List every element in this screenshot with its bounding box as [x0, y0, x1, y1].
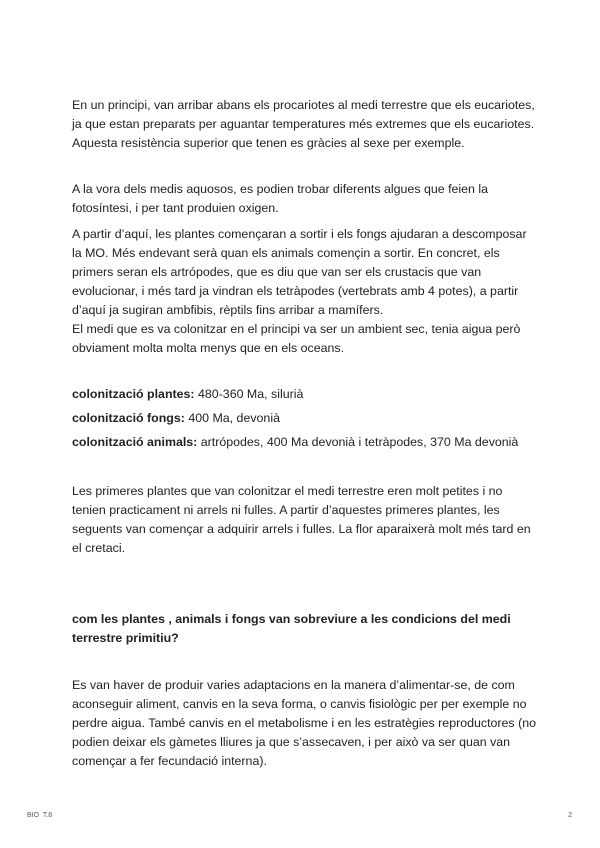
section-heading	[72, 610, 542, 648]
text-line: Les primeres plantes que van colonitzar el medi terrestre eren molt petites i no	[72, 484, 503, 498]
paragraph-algues	[72, 180, 542, 218]
paragraph-adaptacions	[72, 676, 542, 771]
text-line: Es van haver de produir varies adaptacions en la manera d’alimentar-se, de com	[72, 678, 515, 692]
text-line: podien deixar els gàmetes lliures ja que s’assecaven, i per això va ser quan van	[72, 735, 511, 749]
heading-line: com les plantes , animals i fongs van sobreviure a les condicions del medi	[72, 612, 511, 626]
colonization-label: colonització plantes:	[72, 387, 195, 401]
paragraph-plantes-fongs	[72, 225, 542, 320]
colonization-label: colonització animals:	[72, 435, 198, 449]
footer-page-number: 2	[568, 812, 572, 819]
colonization-value: 400 Ma, devonià	[188, 411, 280, 425]
text-line: d’aquí ja sugiran ambfibis, rèptils fins arribar a mamífers.	[72, 303, 384, 317]
text-line: A partir d’aquí, les plantes començaran a sortir i els fongs ajudaran a descomposar	[72, 227, 527, 241]
text-line: aconseguir aliment, canvis en la seva forma, o canvis fisiològic per per exemple no	[72, 697, 527, 711]
colonization-label: colonització fongs:	[72, 411, 185, 425]
colonization-value: artrópodes, 400 Ma devonià i tetràpodes, 370 Ma devonià	[200, 435, 519, 449]
text-line: el cretaci.	[72, 541, 126, 555]
footer-course-label: BIO T.8	[27, 812, 53, 819]
paragraph-medi-sec	[72, 320, 542, 358]
text-line: primers seran els artrópodes, que es diu que van ser els crustacis que van	[72, 265, 482, 279]
text-line: fotosíntesi, i per tant produien oxigen.	[72, 201, 279, 215]
text-line: Aquesta resistència superior que tenen es gràcies al sexe per exemple.	[72, 136, 465, 150]
paragraph-primeres-plantes	[72, 482, 542, 558]
text-line: seguents van començar a adquirir arrels i fulles. La flor aparaixerà molt més tard en	[72, 522, 531, 536]
text-line: En un principi, van arribar abans els procariotes al medi terrestre que els eucariotes,	[72, 98, 535, 112]
text-line: evolucionar, i més tard ja vindran els tetràpodes (vertebrats amb 4 potes), a partir	[72, 284, 519, 298]
text-line: la MO. Més endevant serà quan els animals començin a sortir. En concret, els	[72, 246, 500, 260]
text-line: ja que estan preparats per aguantar temperatures més extremes que els eucariotes.	[72, 117, 535, 131]
text-line: A la vora dels medis aquosos, es podien trobar diferents algues que feien la	[72, 182, 489, 196]
colonization-fungi	[72, 411, 280, 425]
text-line: tenien practicament ni arrels ni fulles. A partir d’aquestes primeres plantes, les	[72, 503, 500, 517]
colonization-animals	[72, 435, 518, 449]
text-line: començar a fer fecundació interna).	[72, 754, 267, 768]
heading-line: terrestre primitiu?	[72, 631, 179, 645]
colonization-plants	[72, 387, 303, 401]
text-line: perdre aigua. També canvis en el metabolisme i en les estratègies reproductores (no	[72, 716, 536, 730]
colonization-value: 480-360 Ma, silurià	[198, 387, 304, 401]
paragraph-procariotes	[72, 96, 542, 153]
text-line: El medi que es va colonitzar en el principi va ser un ambient sec, tenia aigua però	[72, 322, 521, 336]
text-line: obviament molta molta menys que en els oceans.	[72, 341, 345, 355]
